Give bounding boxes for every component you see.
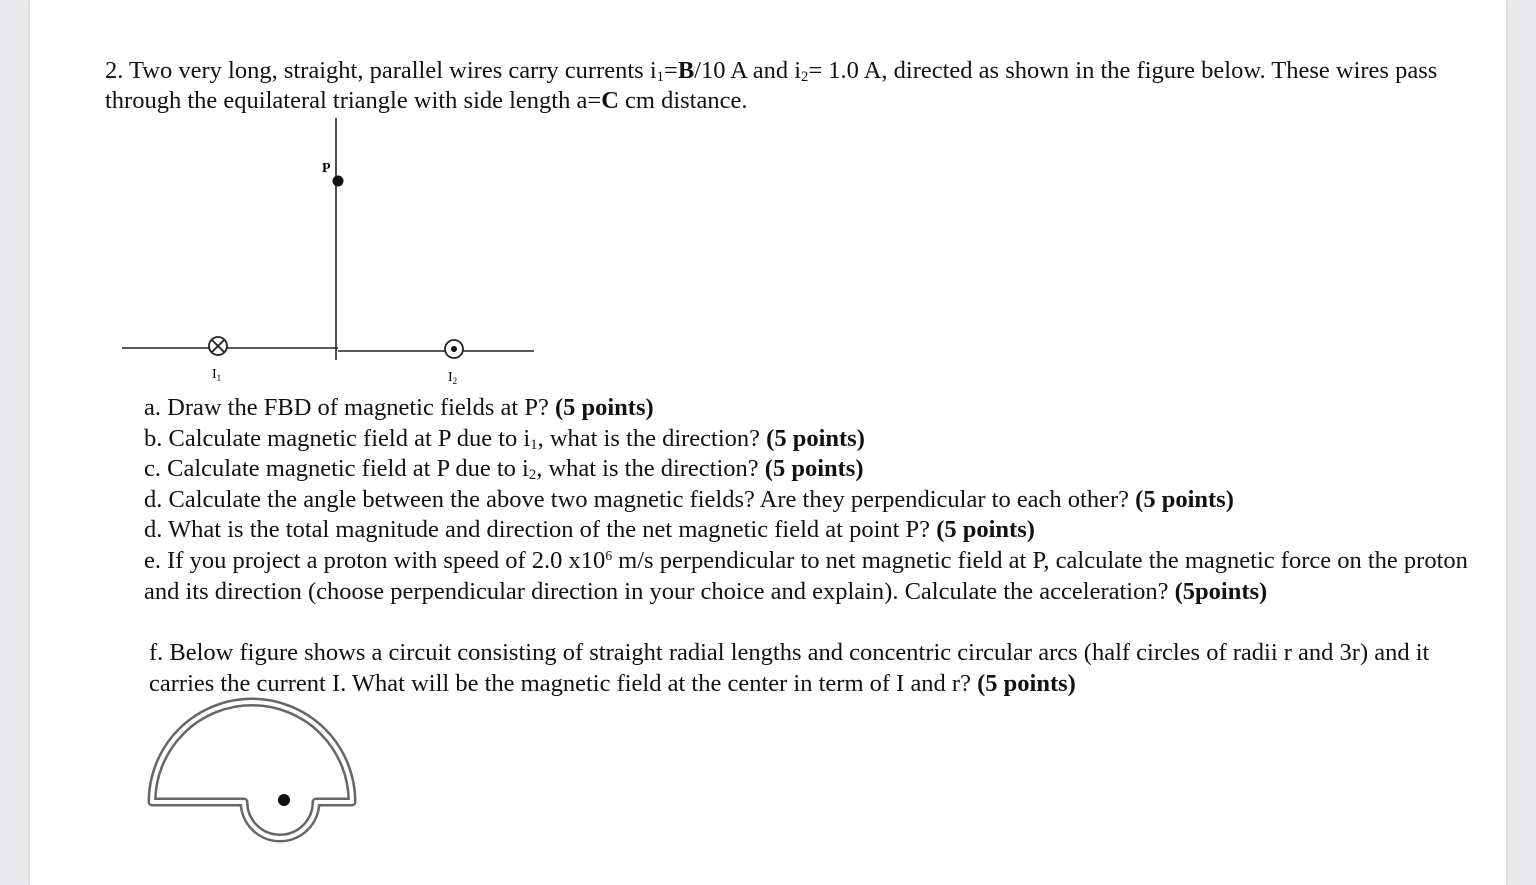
question-a: a. Draw the FBD of magnetic fields at P? (5 points) — [144, 394, 654, 421]
question-d2: d. What is the total magnitude and direction of the net magnetic field at point P? (5 points) — [144, 516, 1035, 543]
circuit-loop-outer — [152, 702, 352, 838]
wire-2-label: $I_2$ — [448, 370, 458, 386]
point-p-label: P — [322, 161, 331, 176]
question-f: f. Below figure shows a circuit consisting of straight radial lengths and concentric circular arcs (half circles of radii r and 3r) and it carries the current I. What will be the magnetic field at the center in term of I and r? (5 points) — [149, 639, 1430, 697]
wires-figure — [110, 112, 580, 392]
circuit-figure — [142, 690, 402, 850]
b-variable: B — [677, 57, 695, 84]
document-page — [30, 0, 1506, 885]
circuit-center-dot — [278, 794, 290, 806]
question-b: b. Calculate magnetic field at P due to $i_1$, what is the direction? (5 points) — [144, 425, 865, 453]
problem-statement: 2. Two very long, straight, parallel wires carry currents $i_1=B/10$ A and $i_2= 1.0$ A, directed as shown in the figure below. These wires pass through the equilateral triangle with side length a=C cm distance. — [105, 57, 1438, 114]
c-variable: C — [601, 87, 619, 114]
question-d1: d. Calculate the angle between the above two magnetic fields? Are they perpendicular to each other? (5 points) — [144, 486, 1234, 513]
problem-number: 2. — [105, 57, 124, 84]
wire-1-into-page-icon — [209, 337, 227, 355]
question-e: e. If you project a proton with speed of 2.0 $x10^6$ m/s perpendicular to net magnetic field at P, calculate the magnetic force on the proton and its direction (choose perpendicular direction in your choice and explain). Calculate the acceleration? (5points) — [144, 547, 1468, 605]
point-p-dot — [333, 176, 344, 187]
wire-2-out-of-page-icon — [445, 340, 463, 358]
question-c: c. Calculate magnetic field at P due to $i_2$, what is the direction? (5 points) — [144, 455, 864, 483]
wire-1-label: $I_1$ — [212, 367, 222, 383]
